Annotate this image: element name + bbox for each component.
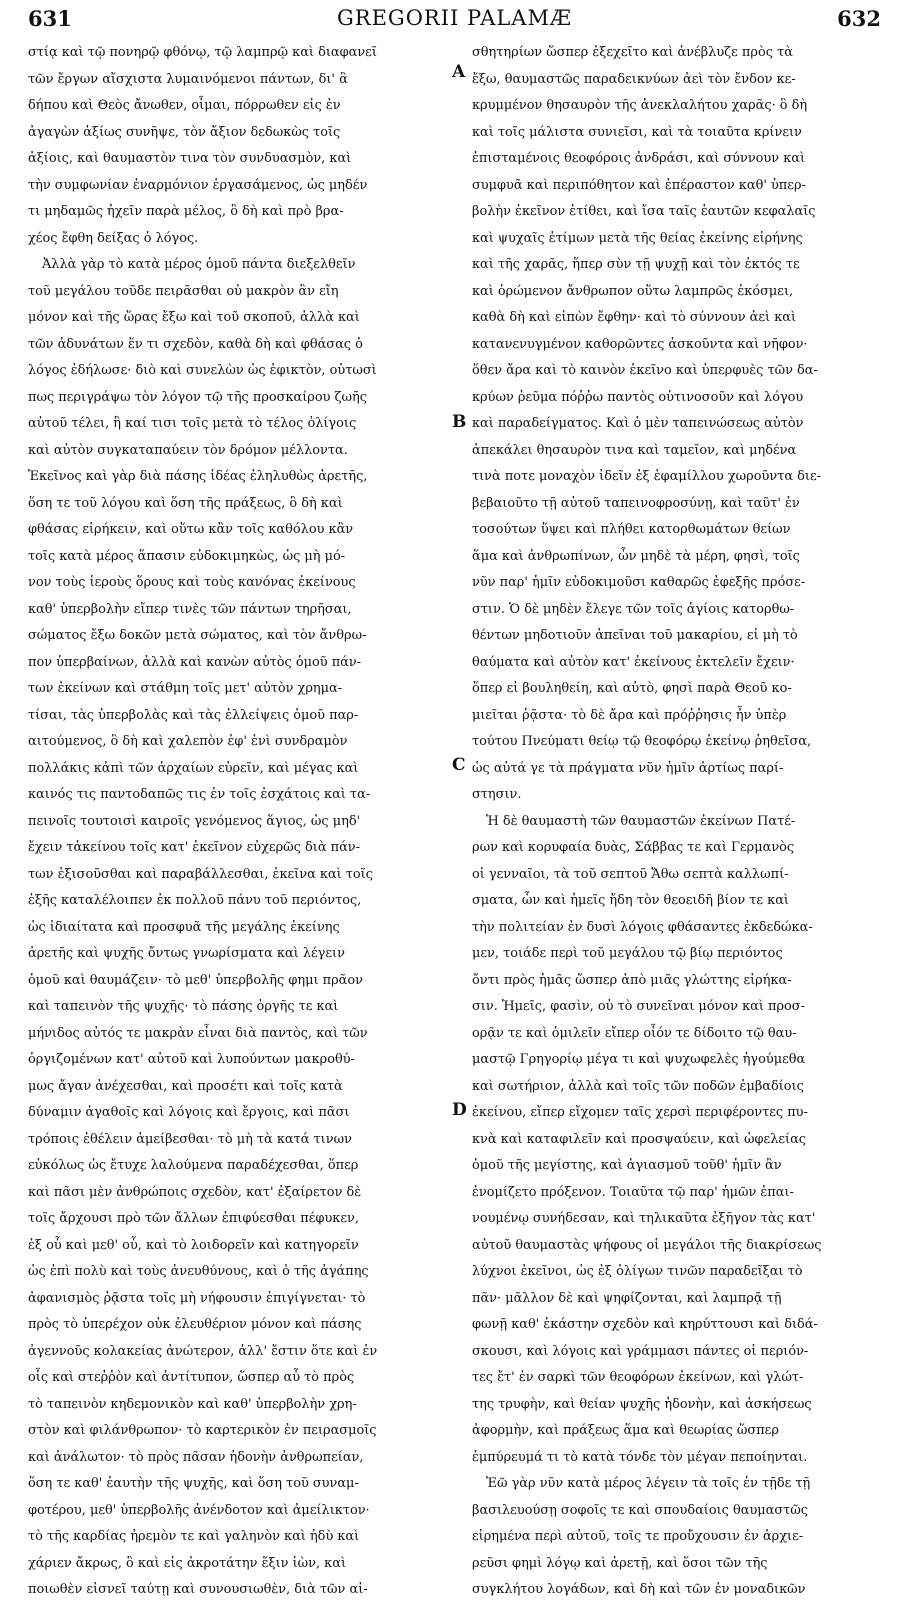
text-line: τι μηδαμῶς ἠχεῖν παρὰ μέλος, ὃ δὴ καὶ πρὸ βρα-	[28, 204, 344, 219]
margin-letter-c: C	[452, 755, 466, 775]
text-line: τὸ τῆς καρδίας ἠρεμὸν τε καὶ γαληνὸν καὶ ἡδὺ καὶ	[28, 1529, 360, 1544]
text-line: θαύματα καὶ αὐτὸν κατ' ἐκείνους ἐκτελεῖν ἔχειν·	[472, 654, 795, 670]
text-line: ἀφορμὴν, καὶ πράξεως ἅμα καὶ θεωρίας ὥσπερ	[472, 1423, 779, 1438]
text-line: αὐτοῦ τέλει, ἢ καί τισι τοῖς μετὰ τὸ τέλος ὀλίγοις	[28, 416, 357, 431]
text-line: εἰρημένα περὶ αὐτοῦ, τοῖς τε προὔχουσιν ἐν ἀρχιε-	[472, 1529, 804, 1544]
text-line: ἀγεννοῦς κολακείας ἀνώτερον, ἀλλ' ἔστιν ὅτε καὶ ἐν	[28, 1343, 378, 1359]
page-number-left: 631	[28, 6, 72, 31]
text-line: κρυμμένον θησαυρὸν τῆς ἀνεκλαλήτου χαρᾶς· ὃ δὴ	[472, 98, 808, 113]
text-line: καὶ αὐτὸν συγκαταπαύειν τὸν δρόμον μέλλοντα.	[28, 442, 348, 458]
text-line: ἐνομίζετο πρόξενον. Τοιαῦτα τῷ παρ' ἡμῶν ἐπαι-	[472, 1184, 794, 1200]
text-line: ἐξ οὗ καὶ μεθ' οὗ, καὶ τὸ λοιδορεῖν καὶ κατηγορεῖν	[28, 1237, 359, 1253]
text-line: ὅθεν ἄρα καὶ τὸ καινὸν ἐκεῖνο καὶ ὑπερφυὲς τῶν δα-	[472, 363, 818, 378]
text-line: τὴν πολιτείαν ἐν δυσὶ λόγοις φθάσαντες ἐκδεδώκα-	[472, 919, 813, 935]
text-line: ὅση τε καθ' ἑαυτὴν τῆς ψυχῆς, καὶ ὅση τοῦ συναμ-	[28, 1476, 359, 1491]
text-line: οἷς καὶ στεῤῥὸν καὶ ἀντίτυπον, ὥσπερ αὖ τὸ πρὸς	[28, 1370, 355, 1385]
text-line: συγκλήτου λογάδων, καὶ δὴ καὶ τῶν ἐν μοναδικῶν	[472, 1582, 806, 1597]
text-line: πᾶν· μᾶλλον δὲ καὶ ψηφίζονται, καὶ λαμπρᾷ τῇ	[472, 1290, 782, 1306]
text-line: ἔχειν τἀκείνου τοῖς κατ' ἐκεῖνον εὐχερῶς διὰ πάν-	[28, 840, 360, 855]
text-line: σώματος ἔξω δοκῶν μετὰ σώματος, καὶ τὸν ἄνθρω-	[28, 628, 367, 643]
text-line: ὄντι πρὸς ἡμᾶς ὥσπερ ἀπὸ μιᾶς γλώττης εἰρήκα-	[472, 972, 792, 988]
text-line: ἔξω, θαυμαστῶς παραδεικνύων ἀεὶ τὸν ἔνδον κε-	[472, 71, 796, 87]
text-line: καὶ ὁρώμενον ἄνθρωπον οὕτω λαμπρῶς ἐκόσμει,	[472, 283, 794, 299]
text-line: νον τοὺς ἱεροὺς ὅρους καὶ τοὺς κανόνας ἐκείνους	[28, 575, 356, 590]
text-line: Ἡ δὲ θαυμαστὴ τῶν θαυμαστῶν ἐκείνων Πατέ-	[486, 813, 796, 829]
text-line: αιτούμενος, ὃ δὴ καὶ χαλεπὸν ἐφ' ἑνὶ συνδραμὸν	[28, 734, 348, 749]
text-line: ἀρετῆς καὶ ψυχῆς ὄντως γνωρίσματα καὶ λέγειν	[28, 946, 345, 961]
text-line: στίᾳ καὶ τῷ πονηρῷ φθόνῳ, τῷ λαμπρῷ καὶ διαφανεῖ	[28, 45, 377, 60]
text-line: δύναμιν ἀγαθοῖς καὶ λόγοις καὶ ἔργοις, καὶ πᾶσι	[28, 1105, 350, 1120]
margin-letter-a: A	[452, 62, 466, 82]
text-line: μως ἄγαν ἀνέχεσθαι, καὶ προσέτι καὶ τοῖς κατὰ	[28, 1078, 343, 1094]
text-line: πεινοῖς τουτοισὶ καιροῖς γενόμενος ἅγιος, ὡς μηδ'	[28, 813, 361, 829]
text-line: τες ἔτ' ἐν σαρκὶ τῶν θεοφόρων ἐκείνων, καὶ γλώτ-	[472, 1370, 804, 1385]
right-column	[472, 40, 882, 1604]
text-line: σιν. Ἡμεῖς, φασὶν, οὐ τὸ συνεῖναι μόνον καὶ προσ-	[472, 999, 805, 1014]
text-line: χέος ἔφθη δείξας ὁ λόγος.	[28, 230, 199, 246]
text-line: τὴν συμφωνίαν ἐναρμόνιον ἐργασάμενος, ὡς μηδέν	[28, 177, 368, 193]
text-line: θέντων μηδοτιοῦν ἀπεῖναι τοῦ μακαρίου, εἰ μὴ τὸ	[472, 628, 798, 643]
text-line: πον ὑπερβαίνων, ἀλλὰ καὶ κανὼν αὐτὸς ὁμοῦ πάν-	[28, 654, 362, 670]
text-line: τοῖς ἄρχουσι πρὸ τῶν ἄλλων ἐπιφύεσθαι πέφυκεν,	[28, 1211, 359, 1226]
text-line: βεβαιοῦτο τῇ αὐτοῦ ταπεινοφροσύνῃ, καὶ ταῦτ' ἐν	[472, 495, 800, 511]
left-column	[28, 40, 446, 1604]
text-line: νῦν παρ' ἡμῖν εὐδοκιμοῦσι καθαρῶς ἐφεξῆς πρόσε-	[472, 575, 806, 590]
text-line: ὡς αὐτά γε τὰ πράγματα νῦν ἡμῖν ἀρτίως παρί-	[472, 760, 784, 776]
text-line: στησιν.	[472, 787, 522, 802]
text-line: συμφυᾶ καὶ περιπόθητον καὶ ἐπέραστον καθ' ὑπερ-	[472, 177, 806, 193]
text-line: τοῦ μεγάλου τοῦδε πειρᾶσθαι οὐ μακρὸν ἂν εἴη	[28, 283, 339, 299]
text-line: καθὰ δὴ καὶ εἰπὼν ἔφθην· καὶ τὸ σύννουν ἀεὶ καὶ	[472, 310, 797, 325]
text-line: Ἀλλὰ γὰρ τὸ κατὰ μέρος ὁμοῦ πάντα διεξελθεῖν	[42, 257, 356, 272]
text-line: πρὸς τὸ ὑπερέχον οὐκ ἐλευθέριον μόνον καὶ πάσης	[28, 1317, 362, 1332]
text-line: ποιωθὲν εἰσνεῖ ταύτῃ καὶ συνουσιωθὲν, διὰ τῶν αἰ-	[28, 1582, 368, 1597]
text-line: κατανενυγμένον καθορῶντες ἀσκοῦντα καὶ νῆφον·	[472, 336, 808, 352]
text-line: νουμένῳ συνήδεσαν, καὶ τηλικαῦτα ἐξῆγον τὰς κατ'	[472, 1211, 816, 1226]
text-line: φωνῇ καθ' ἑκάστην σχεδὸν καὶ κηρύττουσι καὶ διδά-	[472, 1317, 818, 1332]
text-line: ἀξίοις, καὶ θαυμαστὸν τινα τὸν συνδυασμὸν, καὶ	[28, 151, 352, 166]
page-number-right: 632	[837, 6, 881, 31]
text-line: λύχνοι ἐκεῖνοι, ὡς ἐξ ὀλίγων τινῶν παραδεῖξαι τὸ	[472, 1264, 803, 1279]
text-line: τὸ ταπεινὸν κηδεμονικὸν καὶ καθ' ὑπερβολὴν χρη-	[28, 1396, 357, 1412]
text-line: των ἐξισοῦσθαι καὶ παραβάλλεσθαι, ἐκεῖνα καὶ τοῖς	[28, 866, 373, 882]
text-line: ορᾷν τε καὶ ὁμιλεῖν εἴπερ οἷόν τε δίδοιτο τῷ θαυ-	[472, 1025, 797, 1041]
text-line: στὸν καὶ φιλάνθρωπον· τὸ καρτερικὸν ἐν πειρασμοῖς	[28, 1423, 377, 1438]
text-line: καθ' ὑπερβολὴν εἴπερ τινὲς τῶν πάντων τηρῆσαι,	[28, 601, 352, 617]
text-line: ἀφανισμὸς ῥᾷστα τοῖς μὴ νήφουσιν ἐπιγίγνεται· τὸ	[28, 1290, 366, 1306]
text-line: τῶν ἔργων αἴσχιστα λυμαινόμενοι πάντων, δι' ἃ	[28, 71, 348, 87]
text-line: αὐτοῦ θαυμαστὰς ψήφους οἱ μεγάλοι τῆς διακρίσεως	[472, 1237, 822, 1253]
text-line: μιεῖται ῥᾷστα· τὸ δὲ ἄρα καὶ πρόῤῥησις ἦν ὑπὲρ	[472, 707, 787, 723]
margin-letter-b: B	[452, 412, 467, 432]
text-line: καὶ ἀνάλωτον· τὸ πρὸς πᾶσαν ἡδονὴν ἀνθρωπείαν,	[28, 1449, 364, 1465]
text-line: καὶ τῆς χαρᾶς, ἥπερ σὺν τῇ ψυχῇ καὶ τὸν ἐκτός τε	[472, 257, 800, 272]
text-line: κρύων ῥεῦμα πόῤῥω παντὸς οὑτινοσοῦν καὶ λόγου	[472, 389, 804, 405]
text-line: καὶ ψυχαῖς ἐτίμων μετὰ τῆς θείας ἐκείνης εἰρήνης	[472, 230, 803, 246]
text-line: οἱ γενναῖοι, τὰ τοῦ σεπτοῦ Ἄθω σεπτὰ καλλωπί-	[472, 866, 789, 882]
text-line: ὁμοῦ καὶ θαυμάζειν· τὸ μεθ' ὑπερβολῆς φημι πρᾶον	[28, 972, 363, 988]
text-line: ἐκείνου, εἴπερ εἴχομεν ταῖς χερσὶ περιφέροντες πυ-	[472, 1105, 808, 1120]
text-line: τοῖς κατὰ μέρος ἅπασιν εὐδοκιμηκὼς, ὡς μὴ μό-	[28, 548, 346, 564]
text-line: ὡς ἐπὶ πολὺ καὶ τοὺς ἀνευθύνους, καὶ ὁ τῆς ἀγάπης	[28, 1264, 369, 1279]
text-line: της τρυφὴν, καὶ θείαν ψυχῆς ἡδονὴν, καὶ ἀσκήσεως	[472, 1396, 812, 1412]
text-line: καὶ παραδείγματος. Καὶ ὁ μὲν ταπεινώσεως αὐτὸν	[472, 416, 804, 431]
text-line: λόγος ἐδήλωσε· διὸ καὶ συνελὼν ὡς ἐφικτὸν, οὑτωσὶ	[28, 363, 377, 378]
text-line: χάριεν ἄκρως, ὃ καὶ εἰς ἀκροτάτην ἕξιν ἰὼν, καὶ	[28, 1555, 346, 1571]
text-line: πως περιγράψω τὸν λόγον τῷ τῆς προσκαίρου ζωῆς	[28, 389, 367, 405]
margin-letter-d: D	[452, 1100, 467, 1120]
text-line: τούτου Πνεύματι θείῳ τῷ θεοφόρῳ ἐκείνῳ ῥηθεῖσα,	[472, 734, 812, 749]
text-line: ρεῦσι φημὶ λόγῳ καὶ ἀρετῇ, καὶ ὅσοι τῶν τῆς	[472, 1555, 768, 1571]
text-line: ἀπεκάλει θησαυρὸν τινα καὶ ταμεῖον, καὶ μηδένα	[472, 442, 797, 458]
text-line: καινός τις παντοδαπῶς τις ἐν τοῖς ἐσχάτοις καὶ τα-	[28, 787, 371, 802]
text-line: τρόποις ἐθέλειν ἀμείβεσθαι· τὸ μὴ τὰ κατά τινων	[28, 1131, 352, 1147]
text-line: φθάσας εἰρήκειν, καὶ οὕτω κἂν τοῖς καθόλου κἂν	[28, 522, 354, 537]
text-line: μεν, τοιάδε περὶ τοῦ μεγάλου τῷ βίῳ περιόντος	[472, 946, 783, 961]
text-line: μαστῷ Γρηγορίῳ μέγα τι καὶ ψυχωφελὲς ἡγούμεθα	[472, 1052, 806, 1067]
text-line: ἀγαγὼν ἀξίως συνῆψε, τὸν ἄξιον δεδωκὼς τοῖς	[28, 124, 341, 140]
text-line: σκουσι, καὶ λόγοις καὶ γράμμασι πάντες οἱ περιόν-	[472, 1343, 809, 1359]
text-line: καὶ ταπεινὸν τῆς ψυχῆς· τὸ πάσης ὀργῆς τε καὶ	[28, 999, 339, 1014]
text-line: ὀργιζομένων κατ' αὐτοῦ καὶ λυπούντων μακροθύ-	[28, 1052, 355, 1067]
text-line: ἐπισταμένοις θεοφόροις ἀνδράσι, καὶ σύννουν καὶ	[472, 151, 806, 166]
text-line: στιν. Ὁ δὲ μηδὲν ἔλεγε τῶν τοῖς ἁγίοις κατορθω-	[472, 601, 795, 617]
text-line: Ἐκεῖνος καὶ γὰρ διὰ πάσης ἰδέας ἐληλυθὼς ἀρετῆς,	[28, 469, 368, 484]
text-line: βασιλευούσῃ σοφοῖς τε καὶ σπουδαίοις θαυμαστῶς	[472, 1502, 809, 1518]
text-line: τίσαι, τὰς ὑπερβολὰς καὶ τὰς ἐλλείψεις ὁμοῦ παρ-	[28, 707, 359, 723]
text-line: ἐμπύρευμά τι τὸ κατὰ τόνδε τὸν μέγαν πεποίηνται.	[472, 1449, 808, 1465]
text-line: ὅση τε τοῦ λόγου καὶ ὅση τῆς πράξεως, ὃ δὴ καὶ	[28, 495, 343, 511]
text-line: σθητηρίων ὥσπερ ἐξεχεῖτο καὶ ἀνέβλυζε πρὸς τὰ	[472, 45, 793, 60]
text-line: ἅμα καὶ ἀνθρωπίνων, ὧν μηδὲ τὰ μέρη, φησὶ, τοῖς	[472, 548, 800, 564]
text-line: φοτέρου, μεθ' ὑπερβολῆς ἀνένδοτον καὶ ἀμείλικτον·	[28, 1502, 370, 1518]
page-header	[28, 6, 881, 40]
text-line: μήνιδος αὐτός τε μακρὰν εἶναι διὰ παντὸς, καὶ τῶν	[28, 1025, 368, 1041]
text-line: σματα, ὧν καὶ ἡμεῖς ἤδη τὸν θεοειδῆ βίον τε καὶ	[472, 893, 789, 908]
text-line: ὅπερ εἰ βουληθείη, καὶ αὐτὸ, φησὶ παρὰ Θεοῦ κο-	[472, 681, 792, 696]
text-line: δήπου καὶ Θεὸς ἄνωθεν, οἶμαι, πόρρωθεν εἰς ἐν	[28, 98, 341, 113]
text-line: τινὰ ποτε μοναχὸν ἰδεῖν ἐξ ἐφαμίλλου χωροῦντα διε-	[472, 469, 821, 484]
text-line: καὶ σωτήριον, ἀλλὰ καὶ τοῖς τῶν ποδῶν ἐμβαδίοις	[472, 1078, 804, 1094]
text-line: μόνον καὶ τῆς ὥρας ἔξω καὶ τοῦ σκοποῦ, ἀλλὰ καὶ	[28, 310, 360, 325]
text-line: ὁμοῦ τῆς μεγίστης, καὶ ἁγιασμοῦ τοῦθ' ἡμῖν ἂν	[472, 1158, 782, 1173]
text-line: κνὰ καὶ καταφιλεῖν καὶ προσψαύειν, καὶ ὠφελείας	[472, 1131, 807, 1147]
text-line: πολλάκις κἀπὶ τῶν ἀρχαίων εὑρεῖν, καὶ μέγας καὶ	[28, 760, 359, 776]
text-line: τοσούτων ὕψει καὶ πλήθει κατορθωμάτων θείων	[472, 522, 791, 537]
text-line: ὡς ἰδιαίτατα καὶ προσφυᾶ τῆς μεγάλης ἐκείνης	[28, 919, 340, 935]
text-line: εὐκόλως ὡς ἔτυχε λαλούμενα παραδέχεσθαι, ὅπερ	[28, 1158, 359, 1173]
text-line: καὶ πᾶσι μὲν ἀνθρώποις σχεδὸν, κατ' ἐξαίρετον δὲ	[28, 1184, 362, 1200]
text-line: Ἐῶ γὰρ νῦν κατὰ μέρος λέγειν τὰ τοῖς ἐν τῇδε τῇ	[486, 1476, 811, 1491]
text-line: τῶν ἀδυνάτων ἕν τι σχεδὸν, καθὰ δὴ καὶ φθάσας ὁ	[28, 336, 363, 352]
text-line: βολὴν ἐκεῖνον ἐτίθει, καὶ ἴσα ταῖς ἑαυτῶν κεφαλαῖς	[472, 204, 816, 219]
text-line: ἑξῆς καταλέλοιπεν ἐκ πολλοῦ πάνυ τοῦ περιόντος,	[28, 893, 362, 908]
text-line: καὶ τοῖς μάλιστα συνιεῖσι, καὶ τὰ τοιαῦτα κρίνειν	[472, 124, 802, 140]
running-title: GREGORII PALAMÆ	[337, 6, 572, 30]
text-line: των ἐκείνων καὶ στάθμη τοῖς μετ' αὐτὸν χρημα-	[28, 681, 343, 696]
text-line: ρων καὶ κορυφαία δυὰς, Σάββας τε καὶ Γερμανὸς	[472, 840, 795, 855]
